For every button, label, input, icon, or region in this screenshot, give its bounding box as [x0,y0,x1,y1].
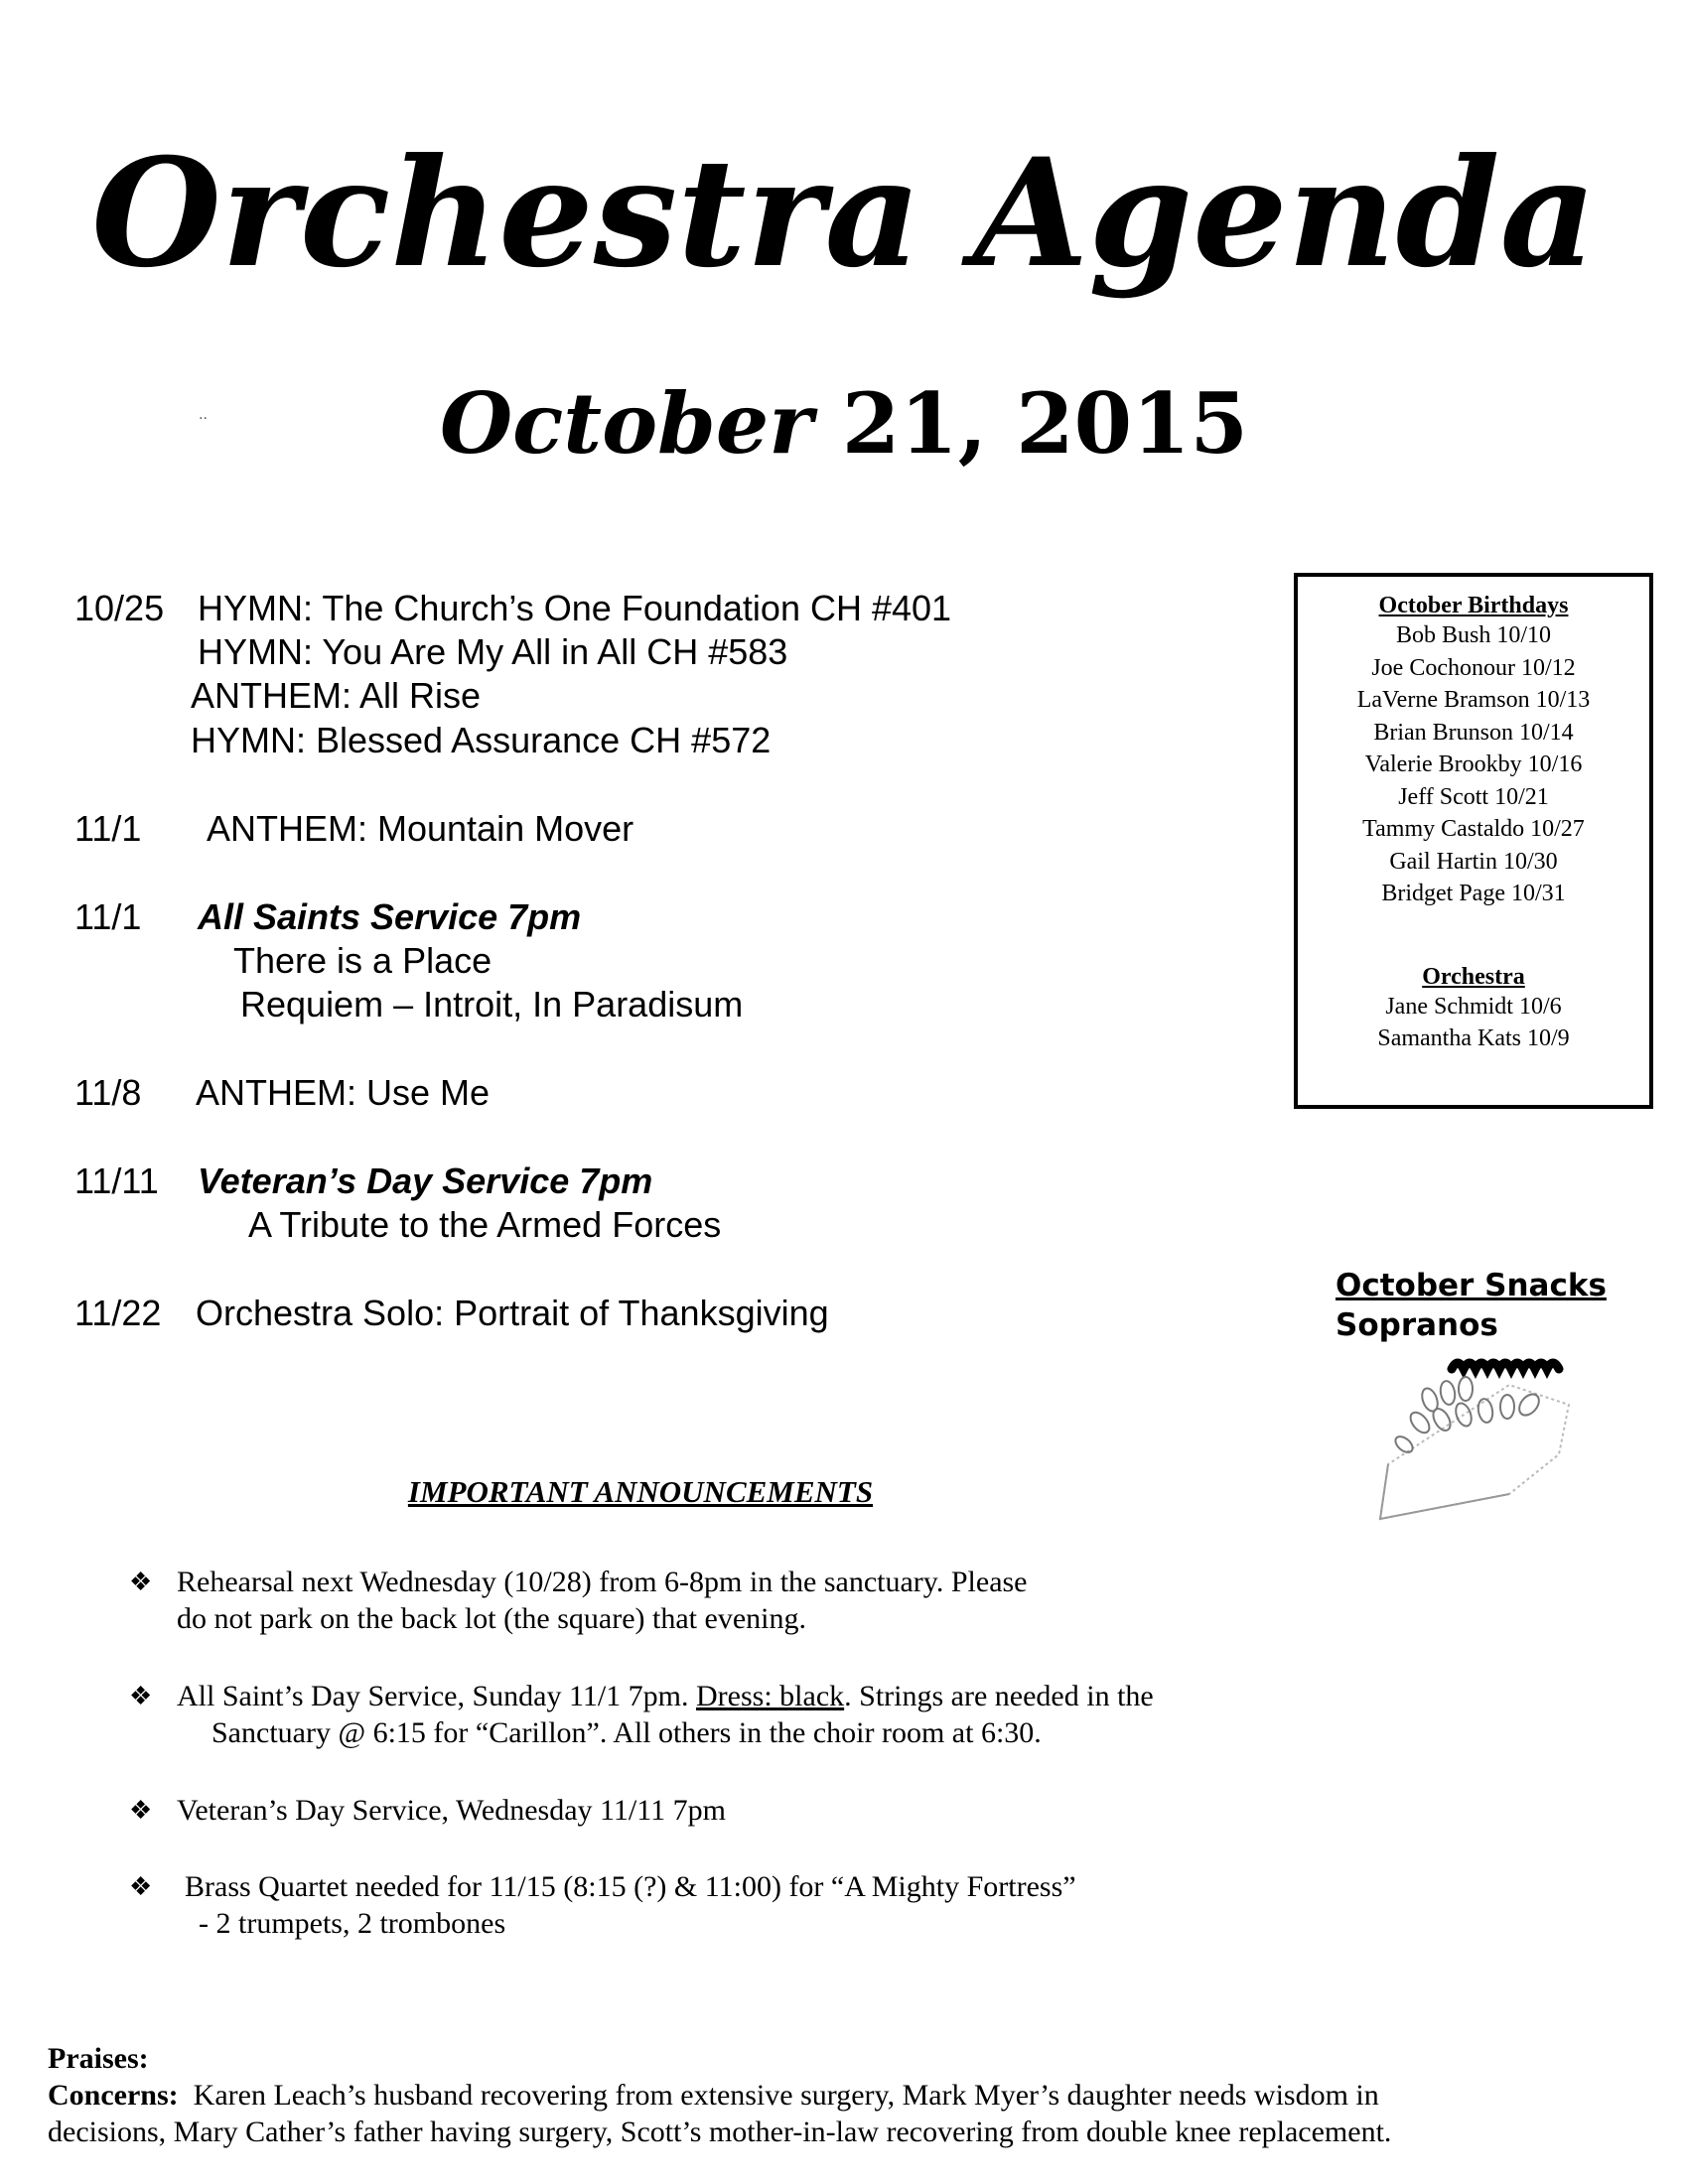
date-month: October [439,374,813,473]
diamond-bullet-icon: ❖ [129,1796,153,1825]
concerns-text-continued: decisions, Mary Cather’s father having surgery, Scott’s mother-in-law recovering from double knee replacement. [48,2116,1392,2148]
announcements-heading: IMPORTANT ANNOUNCEMENTS [407,1474,874,1509]
announcement-text-part: . Strings are needed in the [844,1680,1154,1712]
agenda-service-title: All Saints Service 7pm [198,896,582,937]
praises-line [48,2040,1656,2077]
birthday-item: Gail Hartin 10/30 [1389,848,1558,875]
birthday-item: Valerie Brookby 10/16 [1364,751,1583,777]
agenda-service-title: Veteran’s Day Service 7pm [198,1160,653,1201]
snacks-group: Sopranos [1336,1307,1498,1343]
agenda-date: 11/1 [74,808,142,849]
diamond-bullet-icon: ❖ [129,1568,153,1596]
agenda-date: 11/22 [74,1293,162,1333]
announcement-text: - 2 trumpets, 2 trombones [199,1907,506,1940]
diamond-bullet-icon: ❖ [129,1682,153,1710]
agenda-line: ANTHEM: Use Me [196,1072,491,1113]
concerns-line [48,2077,1656,2114]
birthdays-heading: October Birthdays [1378,593,1569,618]
date-day-year: 21, 2015 [812,374,1248,473]
agenda-line: ANTHEM: All Rise [191,675,482,716]
birthday-item: Jane Schmidt 10/6 [1385,993,1562,1020]
snacks-heading: October Snacks [1336,1268,1607,1303]
birthdays-box [1294,573,1653,1109]
announcement-text: Veteran’s Day Service, Wednesday 11/11 7pm [177,1794,726,1827]
page-date [0,374,1688,473]
announcement-item [129,1868,1380,1948]
agenda-date: 11/11 [74,1160,159,1201]
birthday-item: Jeff Scott 10/21 [1398,783,1549,810]
snacks-block [1336,1266,1607,1345]
agenda-line: HYMN: Blessed Assurance CH #572 [191,720,772,760]
birthday-item: Samantha Kats 10/9 [1377,1025,1570,1051]
concerns-label: Concerns: [48,2079,179,2112]
agenda-date: 10/25 [74,588,165,628]
page-title: Orchestra Agenda [91,126,1597,301]
announcement-text: Rehearsal next Wednesday (10/28) from 6-8pm in the sanctuary. Please [177,1566,1028,1598]
praises-label: Praises: [48,2042,149,2075]
announcement-text: do not park on the back lot (the square) that evening. [177,1602,806,1635]
announcement-text [177,1678,1154,1714]
diamond-bullet-icon: ❖ [129,1872,153,1901]
agenda-line: HYMN: You Are My All in All CH #583 [198,631,788,672]
agenda-line: ANTHEM: Mountain Mover [207,808,634,849]
announcement-text: Sanctuary @ 6:15 for “Carillon”. All others in the choir room at 6:30. [211,1716,1042,1749]
stray-mark: .. [199,407,208,423]
orchestra-birthdays-heading: Orchestra [1422,963,1525,990]
birthday-item: LaVerne Bramson 10/13 [1356,687,1591,713]
agenda-line: There is a Place [233,940,492,981]
dress-code: Dress: black [696,1680,845,1712]
agenda-line: HYMN: The Church’s One Foundation CH #401 [198,588,952,628]
announcement-text: Brass Quartet needed for 11/15 (8:15 (?) & 11:00) for “A Mighty Fortress” [185,1870,1076,1903]
pie-slice-icon [1360,1345,1599,1549]
concerns-text: Karen Leach’s husband recovering from extensive surgery, Mark Myer’s daughter needs wisdom in [178,2079,1379,2112]
announcement-text-part: All Saint’s Day Service, Sunday 11/1 7pm. [177,1680,697,1712]
announcement-item [129,1792,1380,1832]
prayer-section [48,2040,1656,2150]
agenda-date: 11/1 [74,896,142,937]
agenda-date: 11/8 [74,1072,142,1113]
agenda-line: Requiem – Introit, In Paradisum [240,984,744,1024]
announcement-item [129,1564,1380,1643]
birthday-item: Joe Cochonour 10/12 [1371,654,1576,681]
agenda-line: A Tribute to the Armed Forces [248,1204,722,1245]
announcement-item [129,1678,1380,1757]
birthday-item: Bridget Page 10/31 [1381,881,1566,906]
agenda-line: Orchestra Solo: Portrait of Thanksgiving [196,1293,829,1333]
birthday-item: Tammy Castaldo 10/27 [1362,816,1585,842]
birthday-item: Bob Bush 10/10 [1395,622,1552,648]
birthday-item: Brian Brunson 10/14 [1373,719,1574,746]
